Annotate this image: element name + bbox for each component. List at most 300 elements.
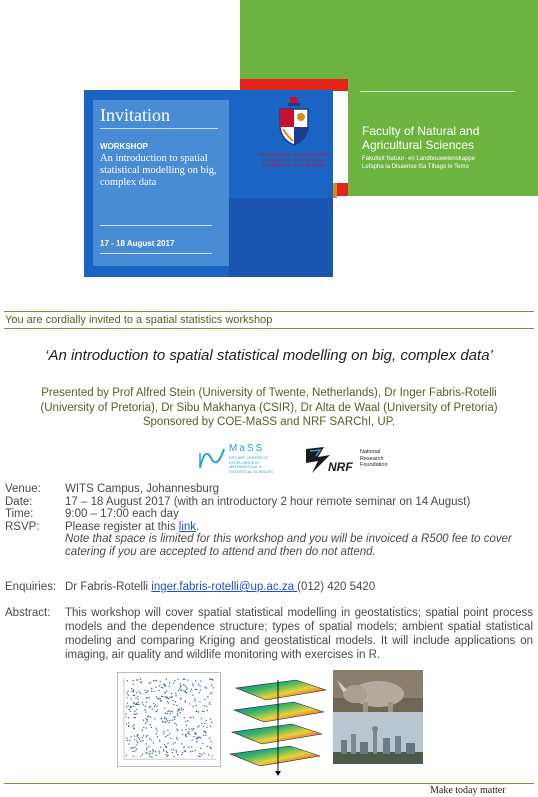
point-mark <box>164 696 165 697</box>
point-mark <box>136 740 137 741</box>
point-mark <box>149 697 150 698</box>
point-mark <box>169 697 170 698</box>
point-mark <box>168 722 169 723</box>
point-mark <box>206 687 207 688</box>
point-mark <box>167 752 168 753</box>
register-link[interactable]: link <box>178 520 197 533</box>
point-mark <box>152 708 153 709</box>
point-mark <box>183 709 184 710</box>
point-mark <box>193 717 194 718</box>
mass-subtitle-line: MATHEMATICAL & <box>229 465 262 469</box>
point-mark <box>195 734 196 735</box>
point-mark <box>180 686 181 687</box>
point-mark <box>160 681 161 682</box>
point-mark <box>186 725 187 726</box>
point-mark <box>142 754 143 755</box>
point-mark <box>143 727 144 728</box>
point-mark <box>213 687 214 688</box>
point-mark <box>146 697 147 698</box>
date-value: 17 – 18 August 2017 (with an introductory 2 hour remote seminar on 14 August) <box>65 495 471 508</box>
point-mark <box>203 730 204 731</box>
point-mark <box>144 690 145 691</box>
point-mark <box>130 706 131 707</box>
point-mark <box>192 751 193 752</box>
point-mark <box>188 728 189 729</box>
mass-subtitle-line: STATISTICAL SCIENCES <box>229 469 273 474</box>
mass-subtitle-line: DST-NRF CENTRE OF <box>229 456 269 460</box>
venue-label: Venue: <box>5 483 41 495</box>
venue-row <box>5 483 533 496</box>
point-mark <box>163 749 164 750</box>
point-mark <box>159 698 160 699</box>
point-mark <box>145 711 146 712</box>
point-mark <box>199 701 200 702</box>
point-mark <box>195 750 196 751</box>
point-mark <box>131 706 132 707</box>
point-mark <box>175 750 176 751</box>
point-mark <box>140 678 141 679</box>
point-mark <box>134 735 135 736</box>
point-mark <box>136 692 137 693</box>
point-mark <box>146 736 147 737</box>
point-mark <box>151 756 152 757</box>
point-mark <box>207 710 208 711</box>
point-mark <box>204 723 205 724</box>
point-mark <box>196 738 197 739</box>
nrf-logo <box>304 443 388 475</box>
point-mark <box>201 754 202 755</box>
point-mark <box>175 695 176 696</box>
point-mark <box>211 692 212 693</box>
point-mark <box>207 696 208 697</box>
point-mark <box>177 678 178 679</box>
point-mark <box>189 733 190 734</box>
point-mark <box>195 680 196 681</box>
point-mark <box>173 700 174 701</box>
mass-subtitle <box>229 456 273 474</box>
point-mark <box>209 678 210 679</box>
point-mark <box>168 698 169 699</box>
point-mark <box>155 704 156 705</box>
point-mark <box>210 741 211 742</box>
point-mark <box>126 697 127 698</box>
point-mark <box>166 751 167 752</box>
point-mark <box>163 733 164 734</box>
point-mark <box>149 683 150 684</box>
faculty-subtitle-line: Lefapha la Disaense tša Tlhago le Temo <box>362 164 469 170</box>
point-mark <box>127 705 128 706</box>
divider <box>100 253 212 254</box>
point-mark <box>167 730 168 731</box>
point-mark <box>136 744 137 745</box>
point-mark <box>161 687 162 688</box>
point-mark <box>175 693 176 694</box>
point-mark <box>132 725 133 726</box>
point-mark <box>140 755 141 756</box>
point-mark <box>194 732 195 733</box>
point-mark <box>132 680 133 681</box>
sponsors-line: Sponsored by COE-MaSS and NRF SARChI, UP. <box>142 416 396 428</box>
point-mark <box>131 691 132 692</box>
university-name-line: UNIVERSITEIT VAN PRETORIA <box>258 152 330 157</box>
point-mark <box>137 734 138 735</box>
point-mark <box>146 701 147 702</box>
point-mark <box>134 747 135 748</box>
point-mark <box>209 747 210 748</box>
university-name-line: YUNIBESITHI YA PRETORIA <box>262 163 326 168</box>
point-mark <box>133 706 134 707</box>
point-mark <box>196 689 197 690</box>
point-mark <box>202 743 203 744</box>
point-mark <box>157 736 158 737</box>
point-mark <box>154 718 155 719</box>
point-mark <box>133 691 134 692</box>
point-mark <box>145 692 146 693</box>
point-mark <box>195 732 196 733</box>
point-mark <box>159 690 160 691</box>
point-mark <box>147 716 148 717</box>
divider <box>360 91 515 92</box>
point-mark <box>186 687 187 688</box>
point-mark <box>196 711 197 712</box>
point-mark <box>203 711 204 712</box>
point-mark <box>203 735 204 736</box>
event-details <box>5 483 533 558</box>
point-mark <box>169 685 170 686</box>
point-mark <box>209 704 210 705</box>
footer-slogan: Make today matter <box>430 785 506 796</box>
point-mark <box>152 752 153 753</box>
point-mark <box>203 752 204 753</box>
point-mark <box>167 713 168 714</box>
point-mark <box>185 729 186 730</box>
point-mark <box>156 755 157 756</box>
point-mark <box>196 741 197 742</box>
point-mark <box>166 754 167 755</box>
point-mark <box>191 728 192 729</box>
point-mark <box>125 716 126 717</box>
point-mark <box>177 730 178 731</box>
point-mark <box>140 681 141 682</box>
point-mark <box>181 743 182 744</box>
workshop-dates: 17 - 18 August 2017 <box>100 239 175 248</box>
point-mark <box>173 716 174 717</box>
point-mark <box>127 680 128 681</box>
point-mark <box>175 701 176 702</box>
enquiries-contact: Dr Fabris-Rotelli <box>65 581 152 593</box>
presenters-line: (University of Pretoria), Dr Sibu Makhanya (CSIR), Dr Alta de Waal (University of Pretoria) <box>40 401 498 414</box>
point-mark <box>156 711 157 712</box>
point-mark <box>193 728 194 729</box>
point-mark <box>164 685 165 686</box>
point-mark <box>175 716 176 717</box>
point-mark <box>185 721 186 722</box>
point-mark <box>208 754 209 755</box>
point-mark <box>179 708 180 709</box>
point-mark <box>204 699 205 700</box>
point-mark <box>126 755 127 756</box>
point-mark <box>137 735 138 736</box>
point-mark <box>185 686 186 687</box>
point-mark <box>184 678 185 679</box>
point-mark <box>133 717 134 718</box>
point-mark <box>182 752 183 753</box>
point-mark <box>154 691 155 692</box>
point-mark <box>176 705 177 706</box>
point-mark <box>146 743 147 744</box>
point-mark <box>144 709 145 710</box>
point-mark <box>165 713 166 714</box>
point-mark <box>201 718 202 719</box>
nrf-name-line: Research <box>360 455 384 462</box>
point-mark <box>167 755 168 756</box>
point-mark <box>138 737 139 738</box>
point-mark <box>133 756 134 757</box>
point-mark <box>167 701 168 702</box>
point-mark <box>205 735 206 736</box>
point-mark <box>178 689 179 690</box>
enquiries-label: Enquiries: <box>5 581 57 593</box>
mass-mark-icon <box>197 443 227 473</box>
point-mark <box>171 693 172 694</box>
point-mark <box>135 697 136 698</box>
point-mark <box>166 719 167 720</box>
point-mark <box>198 725 199 726</box>
point-mark <box>133 684 134 685</box>
point-mark <box>166 746 167 747</box>
point-mark <box>136 709 137 710</box>
point-mark <box>146 718 147 719</box>
point-mark <box>212 679 213 680</box>
point-mark <box>169 733 170 734</box>
intro-line: You are cordially invited to a spatial statistics workshop <box>5 314 273 326</box>
point-mark <box>158 698 159 699</box>
header-banner <box>84 0 538 277</box>
point-mark <box>160 699 161 700</box>
point-mark <box>198 755 199 756</box>
point-mark <box>134 695 135 696</box>
point-mark <box>134 750 135 751</box>
point-mark <box>149 738 150 739</box>
point-mark <box>191 739 192 740</box>
point-mark <box>192 706 193 707</box>
point-mark <box>180 689 181 690</box>
point-mark <box>125 713 126 714</box>
point-mark <box>143 720 144 721</box>
point-mark <box>137 704 138 705</box>
point-mark <box>145 706 146 707</box>
point-mark <box>169 713 170 714</box>
date-label: Date: <box>5 495 33 508</box>
point-mark <box>183 679 184 680</box>
point-mark <box>128 717 129 718</box>
point-mark <box>164 717 165 718</box>
point-mark <box>150 716 151 717</box>
point-mark <box>163 750 164 751</box>
point-mark <box>183 684 184 685</box>
point-mark <box>198 711 199 712</box>
point-mark <box>173 749 174 750</box>
point-mark <box>159 740 160 741</box>
nrf-mark-icon <box>304 443 358 475</box>
point-mark <box>136 703 137 704</box>
point-mark <box>164 708 165 709</box>
point-mark <box>192 695 193 696</box>
point-mark <box>187 733 188 734</box>
point-mark <box>174 723 175 724</box>
point-mark <box>186 689 187 690</box>
point-mark <box>161 717 162 718</box>
university-name-line: UNIVERSITY OF PRETORIA <box>262 157 326 163</box>
venue-value: WITS Campus, Johannesburg <box>65 483 220 495</box>
point-mark <box>165 736 166 737</box>
point-mark <box>133 727 134 728</box>
point-mark <box>154 706 155 707</box>
point-mark <box>127 690 128 691</box>
point-mark <box>154 680 155 681</box>
point-mark <box>147 719 148 720</box>
point-mark <box>156 706 157 707</box>
point-mark <box>209 693 210 694</box>
point-mark <box>138 691 139 692</box>
faculty-title-line: Faculty of Natural and <box>362 124 480 138</box>
faculty-subtitle-line: Fakulteit Natuur- en Landbouwetenskappe <box>362 156 476 162</box>
point-mark <box>150 739 151 740</box>
point-mark <box>211 748 212 749</box>
point-mark <box>170 711 171 712</box>
point-mark <box>129 710 130 711</box>
point-mark <box>167 742 168 743</box>
point-mark <box>162 696 163 697</box>
point-mark <box>203 726 204 727</box>
point-mark <box>173 743 174 744</box>
rsvp-value <box>65 521 533 559</box>
point-mark <box>190 691 191 692</box>
point-mark <box>210 726 211 727</box>
point-mark <box>146 747 147 748</box>
rsvp-row <box>5 521 533 559</box>
point-mark <box>150 751 151 752</box>
point-mark <box>185 701 186 702</box>
point-mark <box>174 680 175 681</box>
point-mark <box>146 721 147 722</box>
point-mark <box>163 731 164 732</box>
point-mark <box>166 698 167 699</box>
point-mark <box>211 722 212 723</box>
point-mark <box>211 685 212 686</box>
point-mark <box>201 723 202 724</box>
point-mark <box>211 755 212 756</box>
point-mark <box>180 698 181 699</box>
point-mark <box>153 680 154 681</box>
rsvp-text: Please register at this <box>65 520 179 533</box>
point-mark <box>168 710 169 711</box>
point-mark <box>181 754 182 755</box>
point-mark <box>177 713 178 714</box>
point-mark <box>164 721 165 722</box>
point-mark <box>193 736 194 737</box>
point-mark <box>176 737 177 738</box>
faculty-subtitle <box>362 155 475 171</box>
point-mark <box>209 702 210 703</box>
point-mark <box>166 696 167 697</box>
point-mark <box>207 746 208 747</box>
point-mark <box>134 724 135 725</box>
point-mark <box>206 727 207 728</box>
point-mark <box>143 735 144 736</box>
point-mark <box>135 704 136 705</box>
point-mark <box>157 710 158 711</box>
point-mark <box>136 713 137 714</box>
point-mark <box>198 692 199 693</box>
spatial-layers-image <box>226 676 332 776</box>
point-mark <box>191 688 192 689</box>
point-mark <box>162 721 163 722</box>
point-mark <box>199 686 200 687</box>
point-mark <box>145 722 146 723</box>
point-mark <box>153 742 154 743</box>
point-mark <box>128 722 129 723</box>
point-mark <box>131 736 132 737</box>
point-pattern-image <box>117 672 221 767</box>
point-mark <box>156 730 157 731</box>
point-mark <box>134 739 135 740</box>
workshop-main-title: ‘An introduction to spatial statistical modelling on big, complex data’ <box>45 347 493 364</box>
contact-email-link[interactable]: inger.fabris-rotelli@up.ac.za <box>151 581 298 593</box>
point-mark <box>142 704 143 705</box>
divider <box>4 311 534 312</box>
divider <box>100 128 218 129</box>
nrf-name <box>360 449 388 469</box>
point-mark <box>210 679 211 680</box>
point-mark <box>169 720 170 721</box>
point-mark <box>140 741 141 742</box>
university-name <box>248 152 340 169</box>
time-value: 9:00 – 17:00 each day <box>65 508 179 520</box>
point-mark <box>138 704 139 705</box>
point-mark <box>172 711 173 712</box>
rhino-photo <box>333 670 423 712</box>
point-mark <box>197 726 198 727</box>
point-mark <box>128 743 129 744</box>
point-mark <box>200 680 201 681</box>
faculty-title-line: Agricultural Sciences <box>362 138 475 152</box>
divider <box>4 783 534 784</box>
rsvp-note: Note that space is limited for this workshop and you will be invoiced a R500 fee to cover catering if you are accepted to attend and then do not attend. <box>65 533 512 558</box>
point-mark <box>150 724 151 725</box>
point-mark <box>164 744 165 745</box>
point-mark <box>167 720 168 721</box>
point-mark <box>188 747 189 748</box>
point-mark <box>188 731 189 732</box>
point-mark <box>163 683 164 684</box>
point-mark <box>126 737 127 738</box>
point-mark <box>176 724 177 725</box>
point-mark <box>147 690 148 691</box>
point-mark <box>194 698 195 699</box>
point-mark <box>170 738 171 739</box>
point-mark <box>165 722 166 723</box>
point-mark <box>156 696 157 697</box>
point-mark <box>203 705 204 706</box>
point-mark <box>179 687 180 688</box>
point-mark <box>185 735 186 736</box>
rsvp-label: RSVP: <box>5 520 40 533</box>
point-mark <box>128 726 129 727</box>
point-mark <box>205 720 206 721</box>
point-mark <box>127 740 128 741</box>
point-mark <box>184 717 185 718</box>
